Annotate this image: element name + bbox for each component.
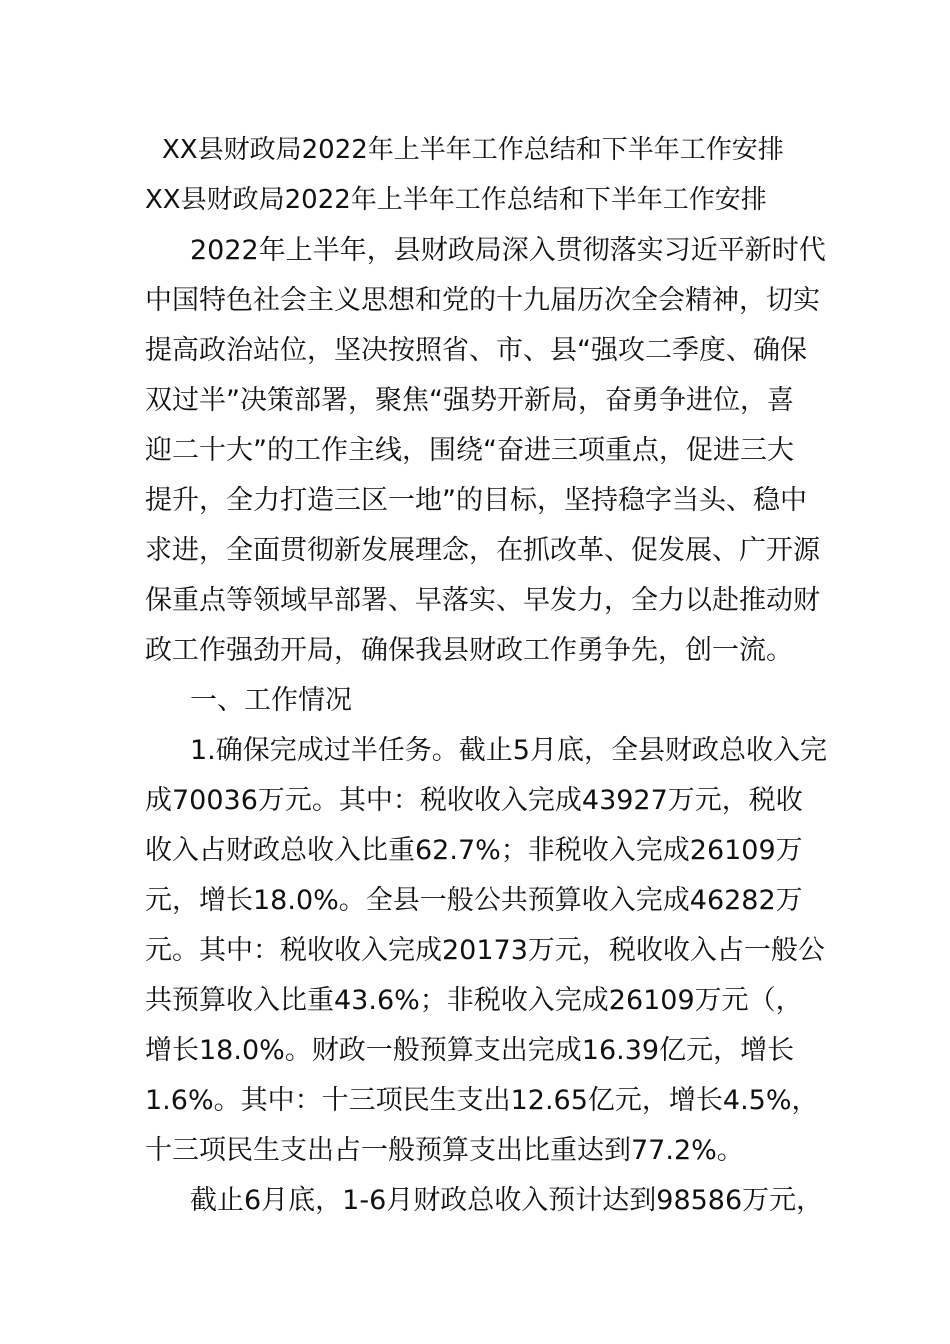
paragraph-line: 十三项民生支出占一般预算支出比重达到77.2%。 xyxy=(145,1135,744,1166)
paragraph-line: 提升，全力打造三区一地”的目标，坚持稳字当头、稳中 xyxy=(145,485,807,516)
paragraph-line: 政工作强劲开局，确保我县财政工作勇争先，创一流。 xyxy=(145,635,793,666)
paragraph-line: 保重点等领域早部署、早落实、早发力，全力以赴推动财 xyxy=(145,585,820,616)
paragraph-line: 增长18.0%。财政一般预算支出完成16.39亿元，增长 xyxy=(145,1035,795,1066)
paragraph-line: 中国特色社会主义思想和党的十九届历次全会精神，切实 xyxy=(145,285,820,316)
paragraph-line: 迎二十大”的工作主线，围绕“奋进三项重点，促进三大 xyxy=(145,435,794,466)
paragraph-line: 提高政治站位，坚决按照省、市、县“强攻二季度、确保 xyxy=(145,335,807,366)
document-title-repeat: XX县财政局2022年上半年工作总结和下半年工作安排 xyxy=(145,185,767,215)
paragraph-line: 截止6月底，1-6月财政总收入预计达到98586万元， xyxy=(190,1185,824,1216)
paragraph-line: 2022年上半年，县财政局深入贯彻落实习近平新时代 xyxy=(190,235,826,266)
paragraph-line: 收入占财政总收入比重62.7%；非税收入完成26109万 xyxy=(145,835,803,866)
paragraph-line: 共预算收入比重43.6%；非税收入完成26109万元（， xyxy=(145,985,803,1016)
paragraph-line: 元。其中：税收收入完成20173万元，税收收入占一般公 xyxy=(145,935,825,966)
paragraph-line: 元，增长18.0%。全县一般公共预算收入完成46282万 xyxy=(145,885,803,916)
paragraph-line: 1.6%。其中：十三项民生支出12.65亿元，增长4.5%， xyxy=(145,1085,819,1116)
paragraph-line: 1.确保完成过半任务。截止5月底，全县财政总收入完 xyxy=(190,735,827,766)
paragraph-line: 求进，全面贯彻新发展理念，在抓改革、促发展、广开源 xyxy=(145,535,820,566)
paragraph-line: 成70036万元。其中：税收收入完成43927万元，税收 xyxy=(145,785,803,816)
section-heading: 一、工作情况 xyxy=(190,685,352,716)
document-title: XX县财政局2022年上半年工作总结和下半年工作安排 xyxy=(162,135,784,165)
paragraph-line: 双过半”决策部署，聚焦“强势开新局，奋勇争进位，喜 xyxy=(145,385,794,416)
